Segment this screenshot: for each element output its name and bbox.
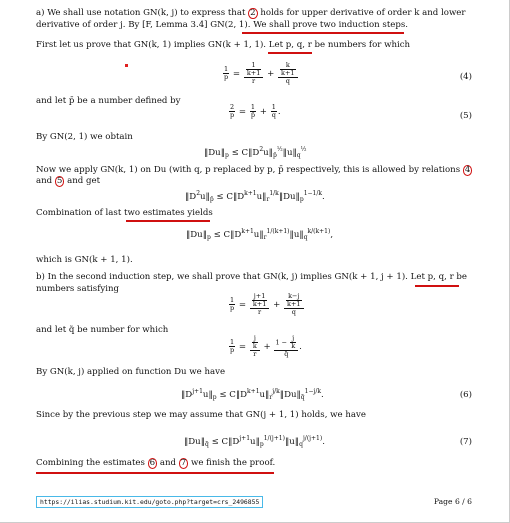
equation-number: (7) bbox=[459, 437, 472, 447]
text-line: b) In the second induction step, we shall prove that GN(k, j) implies GN(k + 1, j + 1). Let p, q, r be bbox=[36, 272, 467, 282]
text-line: By GN(k, j) applied on function Du we have bbox=[36, 367, 226, 377]
text-line: Since by the previous step we may assume that GN(j + 1, 1) holds, we have bbox=[36, 410, 366, 420]
equation-bound-1: $‖Du‖_p$ ≤ $C‖D^2u‖_{p̄}^{\frac{1}{2}}‖u‖_q^{\frac{1}{2}}$ bbox=[204, 146, 307, 159]
text-line: Combination of last two estimates yields bbox=[36, 208, 213, 218]
red-mark bbox=[125, 64, 128, 67]
text-line: Now we apply GN(k, 1) on Du (with q, p replaced by p, p̄ respectively, this is allowed by relations 4 bbox=[36, 165, 471, 175]
highlight-sentence: We shall prove two induction steps. bbox=[253, 20, 409, 30]
equation-b1: $\frac{1}{p}$ = $\frac{\frac{j+1}{k+1}}{r}$ + $\frac{\frac{k-j}{k+1}}{q}$ bbox=[228, 293, 305, 316]
equation-bound-2: $‖D^2u‖_{p̄}$ ≤ $C‖D^{k+1}u‖_r^{1/k}‖Du‖_p^{1-1/k}$. bbox=[185, 190, 325, 203]
ref-7-annotation[interactable]: 7 bbox=[180, 458, 187, 468]
equation-number: (4) bbox=[459, 72, 472, 82]
red-underline bbox=[36, 472, 274, 474]
text-line: derivative of order j. By [F, Lemma 3.4] GN(2, 1). We shall prove two induction steps. bbox=[36, 20, 409, 30]
equation-7: $‖Du‖_{q̃}$ ≤ $C‖D^{j+1}u‖_p^{1/(j+1)}‖u‖_q^{j/(j+1)}$. bbox=[184, 435, 325, 448]
text-line: and let q̃ be number for which bbox=[36, 325, 169, 335]
red-underline bbox=[415, 285, 459, 287]
equation-5: $\frac{2}{p}$ = $\frac{1}{p̄}$ + $\frac{1}{q}$ . bbox=[230, 103, 281, 119]
text-line: and 5 and get bbox=[36, 176, 101, 186]
text-line: and let p̄ be a number defined by bbox=[36, 96, 181, 106]
footer-url-link[interactable]: https://ilias.studium.kit.edu/goto.php?target=crs_2496855 bbox=[36, 496, 263, 508]
text-line: numbers satisfying bbox=[36, 284, 120, 294]
red-underline bbox=[268, 52, 312, 54]
ref-4-annotation[interactable]: 4 bbox=[464, 165, 471, 175]
equation-number: (5) bbox=[459, 111, 472, 121]
red-underline bbox=[242, 32, 404, 34]
ref-5-annotation[interactable]: 5 bbox=[56, 176, 63, 186]
text-line: First let us prove that GN(k, 1) implies GN(k + 1, 1). Let p, q, r be numbers for which bbox=[36, 40, 411, 50]
text-line: which is GN(k + 1, 1). bbox=[36, 255, 133, 265]
ref-6-annotation[interactable]: 6 bbox=[149, 458, 156, 468]
equation-b2: $\frac{1}{p}$ = $\frac{\frac{j}{k}}{r}$ + 1 − $\frac{j}{k}$ q̃ . bbox=[230, 334, 302, 358]
highlight-phrase: two estimates yields bbox=[124, 208, 213, 218]
text-line: Combining the estimates 6 and 7 we finish the proof. bbox=[36, 458, 276, 468]
equation-bound-3: $‖Du‖_p$ ≤ $C‖D^{k+1}u‖_r^{1/(k+1)}‖u‖_q^{k/(k+1)}$, bbox=[186, 228, 334, 241]
ref-2-annotation[interactable]: 2 bbox=[250, 8, 256, 18]
text-line: a) We shall use notation GN(k, j) to express that 2 holds for upper derivative of order k and lower bbox=[36, 8, 466, 18]
equation-4: $\frac{1}{p}$ = $\frac{\frac{1}{k+1}}{r}$ + $\frac{\frac{k}{k+1}}{q}$ bbox=[222, 62, 299, 85]
red-underline bbox=[126, 220, 210, 222]
page-number: Page 6 / 6 bbox=[433, 497, 472, 506]
equation-number: (6) bbox=[459, 390, 472, 400]
text-line: By GN(2, 1) we obtain bbox=[36, 132, 133, 142]
equation-6: $‖D^{j+1}u‖_p$ ≤ $C‖D^{k+1}u‖_r^{j/k}‖Du‖_{q̃}^{1-j/k}$. bbox=[181, 388, 324, 401]
